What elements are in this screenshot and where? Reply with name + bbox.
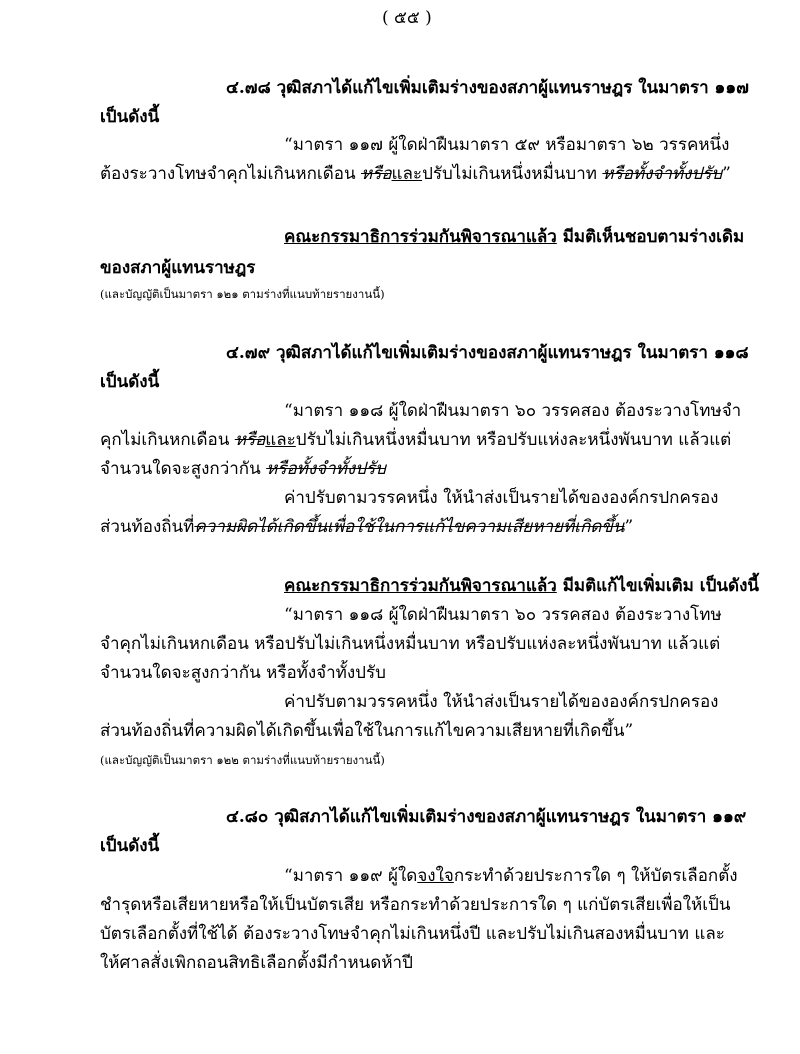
inserted-text: และ: [391, 164, 423, 184]
inserted-text: และ: [265, 430, 296, 450]
section-479-amended-line-3: จำนวนใดจะสูงกว่ากัน หรือทั้งจำทั้งปรับ: [100, 663, 386, 683]
section-479-amended-line-4: ค่าปรับตามวรรคหนึ่ง ให้นำส่งเป็นรายได้ขององค์กรปกครอง: [284, 692, 719, 712]
text-segment: จำนวนใดจะสูงกว่ากัน: [100, 459, 267, 479]
struck-text: ความผิดได้เกิดขึ้นเพื่อใช้ในการแก้ไขความเสียหายที่เกิดขึ้น: [194, 517, 625, 537]
section-480-heading: ๔.๘๐ วุฒิสภาได้แก้ไขเพิ่มเติมร่างของสภาผู้แทนราษฎร ในมาตรา ๑๑๙: [226, 807, 747, 827]
section-479-committee: [284, 574, 759, 598]
section-478-committee: [284, 225, 744, 249]
section-479-quote-line-5: [100, 515, 633, 539]
section-479-amended-line-1: “มาตรา ๑๑๘ ผู้ใดฝ่าฝืนมาตรา ๖๐ วรรคสอง ต้องระวางโทษ: [284, 605, 722, 625]
text-segment: คุกไม่เกินหกเดือน: [100, 430, 235, 450]
struck-text: หรือทั้งจำทั้งปรับ: [266, 459, 386, 479]
committee-resolution: มีมติแก้ไขเพิ่มเติม เป็นดังนี้: [556, 576, 759, 596]
text-segment: กระทำด้วยประการใด ๆ ให้บัตรเลือกตั้ง: [453, 866, 738, 886]
section-479-quote-line-3: [100, 457, 386, 481]
struck-text: หรือ: [361, 164, 392, 184]
section-479-amended-line-2: จำคุกไม่เกินหกเดือน หรือปรับไม่เกินหนึ่งหมื่นบาท หรือปรับแห่งละหนึ่งพันบาท แล้วแต่: [100, 634, 721, 654]
section-480-quote-line-3: บัตรเลือกตั้งที่ใช้ได้ ต้องระวางโทษจำคุกไม่เกินหนึ่งปี และปรับไม่เกินสองหมื่นบาท และ: [100, 924, 725, 944]
section-480-quote-line-1: [284, 864, 738, 888]
section-479-amended-line-5: ส่วนท้องถิ่นที่ความผิดได้เกิดขึ้นเพื่อใช้ในการแก้ไขความเสียหายที่เกิดขึ้น”: [100, 721, 634, 741]
section-480-quote-line-2: ชำรุดหรือเสียหายหรือให้เป็นบัตรเสีย หรือกระทำด้วยประการใด ๆ แก่บัตรเสียเพื่อให้เป็น: [100, 895, 731, 915]
section-478-quote-line-1: “มาตรา ๑๑๗ ผู้ใดฝ่าฝืนมาตรา ๕๙ หรือมาตรา ๖๒ วรรคหนึ่ง: [284, 135, 730, 155]
section-479-heading-cont: เป็นดังนี้: [100, 372, 160, 392]
section-479-note: (และบัญญัติเป็นมาตรา ๑๒๒ ตามร่างที่แนบท้ายรายงานนี้): [100, 753, 385, 767]
section-478-heading: ๔.๗๘ วุฒิสภาได้แก้ไขเพิ่มเติมร่างของสภาผู้แทนราษฎร ในมาตรา ๑๑๗: [226, 78, 749, 98]
quote-close: ”: [722, 164, 731, 184]
section-479-heading: ๔.๗๙ วุฒิสภาได้แก้ไขเพิ่มเติมร่างของสภาผู้แทนราษฎร ในมาตรา ๑๑๘: [226, 343, 749, 363]
committee-label: คณะกรรมาธิการร่วมกันพิจารณาแล้ว: [284, 576, 557, 596]
quote-close: ”: [624, 517, 634, 537]
section-478-quote-line-2: [100, 162, 731, 186]
text-segment: ส่วนท้องถิ่นที่: [100, 517, 195, 537]
committee-label: คณะกรรมาธิการร่วมกันพิจารณาแล้ว: [284, 227, 557, 247]
section-480-quote-line-4: ให้ศาลสั่งเพิกถอนสิทธิเลือกตั้งมีกำหนดห้าปี: [100, 953, 413, 973]
section-479-quote-line-2: [100, 428, 731, 452]
struck-text: หรือทั้งจำทั้งปรับ: [602, 164, 723, 184]
page-number: ( ๕๕ ): [382, 8, 432, 28]
committee-resolution: มีมติเห็นชอบตามร่างเดิม: [556, 227, 745, 247]
section-478-committee-cont: ของสภาผู้แทนราษฎร: [100, 258, 256, 278]
inserted-text: จงใจ: [417, 866, 454, 886]
section-478-note: (และบัญญัติเป็นมาตรา ๑๒๑ ตามร่างที่แนบท้ายรายงานนี้): [100, 287, 385, 301]
section-479-quote-line-1: “มาตรา ๑๑๘ ผู้ใดฝ่าฝืนมาตรา ๖๐ วรรคสอง ต้องระวางโทษจำ: [284, 401, 742, 421]
text-segment: ปรับไม่เกินหนึ่งหมื่นบาท หรือปรับแห่งละหนึ่งพันบาท แล้วแต่: [295, 430, 732, 450]
section-478-heading-cont: เป็นดังนี้: [100, 107, 160, 127]
section-480-heading-cont: เป็นดังนี้: [100, 836, 160, 856]
section-479-quote-line-4: ค่าปรับตามวรรคหนึ่ง ให้นำส่งเป็นรายได้ขององค์กรปกครอง: [284, 488, 719, 508]
text-segment: ต้องระวางโทษจำคุกไม่เกินหกเดือน: [100, 164, 361, 184]
text-segment: ปรับไม่เกินหนึ่งหมื่นบาท: [422, 164, 603, 184]
text-segment: “มาตรา ๑๑๙ ผู้ใด: [284, 866, 418, 886]
struck-text: หรือ: [234, 430, 266, 450]
